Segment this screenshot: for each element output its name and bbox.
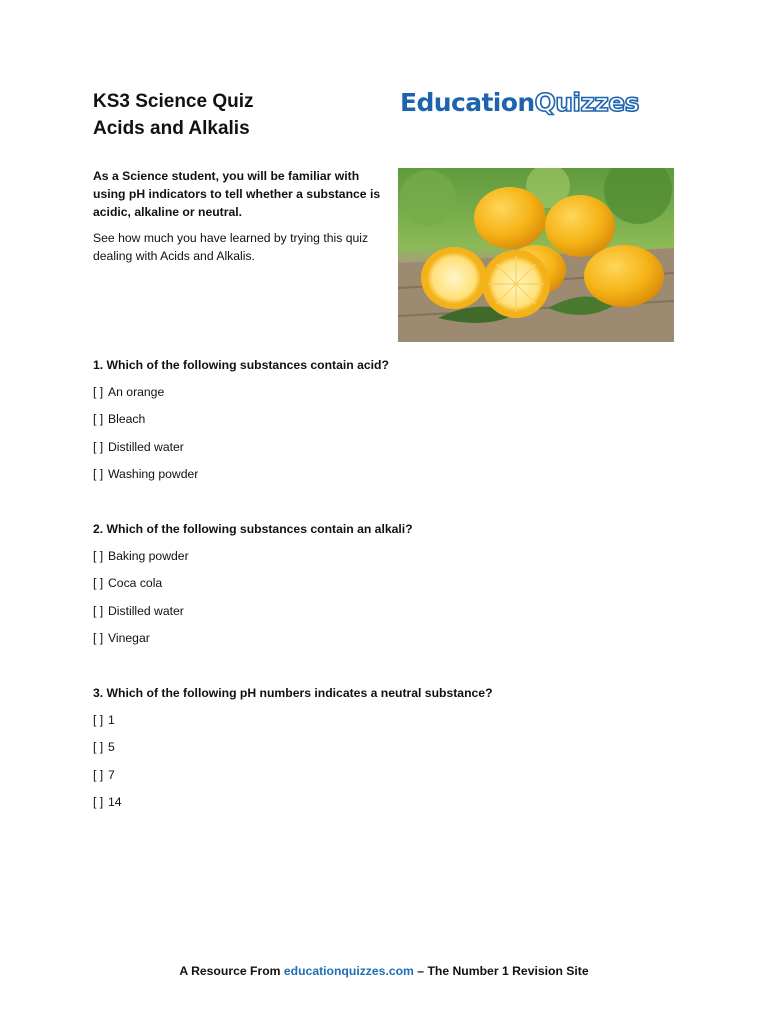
option-label: Distilled water (108, 439, 184, 454)
option-label: An orange (108, 385, 165, 399)
title-line-1: KS3 Science Quiz (93, 91, 254, 112)
option-label: Washing powder (108, 467, 199, 482)
checkbox[interactable]: [ ] (93, 603, 104, 618)
intro-paragraph-2: See how much you have learned by trying this quiz dealing with Acids and Alkalis. (93, 231, 369, 263)
checkbox[interactable]: [ ] (93, 549, 104, 563)
footer (0, 964, 768, 978)
option-label: Baking powder (108, 549, 189, 563)
answer-options (93, 384, 693, 482)
option-label: 5 (108, 740, 115, 755)
intro-text (93, 167, 391, 273)
option-label: Vinegar (108, 631, 150, 646)
answer-option[interactable] (93, 630, 693, 646)
checkbox[interactable]: [ ] (93, 795, 104, 810)
footer-suffix: – The Number 1 Revision Site (413, 964, 589, 978)
title-line-2: Acids and Alkalis (93, 118, 250, 139)
checkbox[interactable]: [ ] (93, 576, 104, 591)
option-label: Bleach (108, 412, 146, 427)
education-quizzes-logo (398, 84, 678, 124)
answer-option[interactable] (93, 575, 693, 591)
question-1 (93, 357, 693, 494)
intro-paragraph-1: As a Science student, you will be familiar with using pH indicators to tell whether a substance is acidic, alkaline or neutral. (93, 169, 381, 219)
checkbox[interactable]: [ ] (93, 631, 104, 646)
svg-text:EducationQuizzes (400, 88, 639, 117)
footer-prefix: A Resource From (179, 964, 284, 978)
answer-option[interactable] (93, 439, 693, 455)
option-label: 14 (108, 795, 122, 810)
checkbox[interactable]: [ ] (93, 412, 104, 427)
answer-option[interactable] (93, 411, 693, 427)
lemons-photo (398, 168, 674, 342)
option-label: 1 (108, 713, 115, 727)
answer-option[interactable] (93, 794, 693, 810)
option-label: Coca cola (108, 576, 163, 591)
answer-option[interactable] (93, 767, 693, 783)
logo-text-quizzes: Quizzes (534, 88, 639, 117)
question-text: 2. Which of the following substances contain an alkali? (93, 522, 413, 536)
question-text: 3. Which of the following pH numbers indicates a neutral substance? (93, 686, 493, 700)
checkbox[interactable]: [ ] (93, 385, 104, 399)
answer-option[interactable] (93, 548, 693, 564)
option-label: Distilled water (108, 603, 184, 618)
checkbox[interactable]: [ ] (93, 767, 104, 782)
checkbox[interactable]: [ ] (93, 467, 104, 482)
option-label: 7 (108, 767, 115, 782)
answer-options (93, 712, 693, 810)
footer-site-link[interactable]: educationquizzes.com (283, 964, 414, 978)
answer-option[interactable] (93, 603, 693, 619)
question-text: 1. Which of the following substances contain acid? (93, 358, 389, 372)
checkbox[interactable]: [ ] (93, 439, 104, 454)
answer-option[interactable] (93, 384, 693, 400)
answer-option[interactable] (93, 739, 693, 755)
answer-options (93, 548, 693, 646)
question-2 (93, 521, 693, 658)
question-3 (93, 685, 693, 822)
checkbox[interactable]: [ ] (93, 740, 104, 755)
page-title (93, 88, 254, 142)
answer-option[interactable] (93, 712, 693, 728)
logo-text-education: Education (400, 88, 535, 117)
answer-option[interactable] (93, 466, 693, 482)
checkbox[interactable]: [ ] (93, 713, 104, 727)
